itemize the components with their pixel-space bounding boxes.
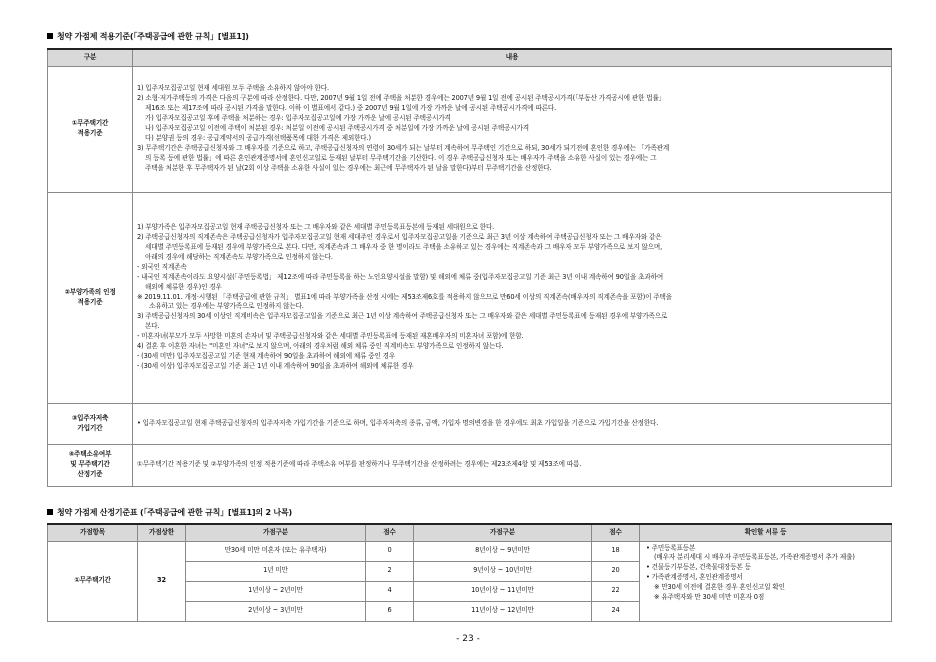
content-line: 나) 입주자모집공고일 이전에 주택이 처분된 경우: 처분일 이전에 공시된 주택공시가격 중 처분일에 가장 가까운 날에 공시된 주택공시가격	[145, 124, 529, 133]
content-line: 3) 주택공급신청자의 30세 이상인 직계비속은 입주자모집공고일을 기준으로 최근 1년 이상 계속하여 주택공급신청자 또는 그 배우자와 같은 세대별 주민등록표에 등재된 경우에 부양가족으로	[137, 312, 668, 321]
item-max: 32	[138, 541, 186, 621]
category-right: 8년이상 ~ 9년미만	[414, 541, 592, 561]
square-bullet-icon	[47, 33, 53, 39]
criteria-row-ownership	[48, 444, 892, 486]
content-line: 2) 주택공급신청자의 직계존속은 주택공급신청자가 입주자모집공고일 현재 세대주인 경우로서 입주자모집공고일을 기준으로 최근 3년 이상 계속하여 주택공급신청자 또는 그 배우자와 같은	[137, 233, 662, 242]
table-header-row	[48, 49, 892, 66]
content-line: ※ 2019.11.01. 개정·시행된 「주택공급에 관한 규칙」 별표1에 따라 부양가족을 산정 시에는 제53조제6호를 적용하지 않으므로 만60세 이상의 직계존속(배우자의 직계존속을 포함)이 주택을	[137, 292, 672, 301]
category-left: 1년이상 ~ 2년미만	[186, 581, 366, 601]
header-category: 구분	[48, 49, 133, 66]
content-line: 세대별 주민등록표에 등재된 경우에 부양가족으로 본다. 다만, 직계존속과 그 배우자 중 한 명이라도 주택을 소유하고 있는 경우에는 직계존속과 그 배우자 모두 부양가족으로 보지 않으며,	[145, 243, 663, 252]
row-content	[133, 403, 892, 444]
row-label: ②부양가족의 인정 적용기준	[48, 192, 133, 403]
row-content	[133, 192, 892, 403]
header-item: 가점항목	[48, 524, 138, 541]
document-item: (배우자 분리세대 시 배우자 주민등록표등본, 가족관계증명서 추가 제출)	[654, 553, 855, 562]
score-left: 2	[366, 561, 414, 581]
document-item: ※ 유주택자와 만 30세 미만 미혼자 0점	[654, 592, 765, 601]
criteria-row-homeless-period	[48, 66, 892, 192]
content-line: - (30세 미만) 입주자모집공고일 기준 현재 계속하여 90일을 초과하여 해외에 체류 중인 경우	[137, 351, 396, 360]
header-max: 가점상한	[138, 524, 186, 541]
header-documents: 확인할 서류 등	[640, 524, 892, 541]
row-label: ①무주택기간 적용기준	[48, 66, 133, 192]
score-left: 4	[366, 581, 414, 601]
scoring-table	[47, 523, 892, 622]
documents-list	[640, 541, 892, 621]
category-right: 9년이상 ~ 10년미만	[414, 561, 592, 581]
score-right: 24	[592, 601, 640, 621]
content-line: 1) 부양가족은 입주자모집공고일 현재 주택공급신청자 또는 그 배우자와 같은 세대별 주민등록표등본에 등재된 세대원으로 한다.	[137, 223, 495, 232]
document-item: • 주민등록표등본	[646, 543, 696, 552]
score-left: 0	[366, 541, 414, 561]
content-line: 해외에 체류한 경우)인 경우	[145, 282, 222, 291]
content-line: 주택을 처분한 후 무주택자가 된 날(2회 이상 주택을 소유한 사실이 있는 경우에는 최근에 무주택자가 된 날을 말한다)부터 무주택기간을 산정한다.	[145, 163, 552, 172]
score-left: 6	[366, 601, 414, 621]
criteria-row-savings-period	[48, 403, 892, 444]
page-number: - 23 -	[456, 634, 480, 644]
content-line: 2) 소형·저가주택등의 가격은 다음의 구분에 따라 산정한다. 다만, 2007년 9월 1일 전에 주택을 처분한 경우에는 2007년 9월 1일 전에 공시된 주택공시가격(「부동산 가격공시에 관한 법률」	[137, 94, 666, 103]
category-right: 11년이상 ~ 12년미만	[414, 601, 592, 621]
square-bullet-icon	[47, 509, 53, 515]
content-line: - 미혼자녀(부모가 모두 사망한 미혼의 손자녀 및 주택공급신청자와 같은 세대별 주민등록표에 등재된 재혼배우자의 미혼자녀 포함)에 한함.	[137, 332, 524, 341]
row-content	[133, 444, 892, 486]
content-line: - 내국인 직계존속이라도 요양시설(「주민등록법」 제12조에 따라 주민등록을 하는 노인요양시설을 말함) 및 해외에 체류 중(입주자모집공고일 기준 최근 3년 이내 계속하여 90일을 초과하여	[137, 272, 664, 281]
row-label: ④주택소유여부 및 무주택기간 산정기준	[48, 444, 133, 486]
row-label: ③입주자저축 가입기간	[48, 403, 133, 444]
score-right: 20	[592, 561, 640, 581]
content-line: 가) 입주자모집공고일 후에 주택을 처분하는 경우: 입주자모집공고일에 가장 가까운 날에 공시된 주택공시가격	[145, 114, 451, 123]
content-line: 1) 입주자모집공고일 현재 세대원 모두 주택을 소유하지 않아야 한다.	[137, 84, 329, 93]
content-line: 4) 결혼 후 이혼한 자녀는 "미혼인 자녀"로 보지 않으며, 아래의 경우처럼 해외 체류 중인 직계비속도 부양가족으로 인정하지 않는다.	[137, 342, 504, 350]
category-left: 1년 미만	[186, 561, 366, 581]
section-title-scoring-table: 청약 가점제 산정기준표 (「주택공급에 관한 규칙」[별표1]의 2 나목)	[47, 507, 292, 518]
row-content	[133, 66, 892, 192]
content-line: 소유하고 있는 경우에는 부양가족으로 인정하지 않는다.	[149, 302, 304, 311]
criteria-row-dependents	[48, 192, 892, 403]
category-left: 2년이상 ~ 3년미만	[186, 601, 366, 621]
item-label: ①무주택기간	[48, 541, 138, 621]
header-content: 내용	[133, 49, 892, 66]
table-row	[48, 541, 892, 561]
document-item: • 건물등기부등본, 건축물대장등본 등	[646, 563, 751, 572]
header-score-right: 점수	[592, 524, 640, 541]
content-line: 의 등록 등에 관한 법률」에 따른 혼인관계증명서에 혼인신고일로 등재된 날부터 무주택기간을 기산한다. 이 경우 주택공급신청자 또는 배우자가 주택을 소유한 사실이 있는 경우에는 그	[145, 153, 657, 162]
content-line: 아래의 경우에 해당하는 직계존속도 부양가족으로 인정하지 않는다.	[145, 252, 333, 261]
content-line: - (30세 이상) 입주자모집공고일 기준 최근 1년 이내 계속하여 90일을 초과하여 해외에 체류한 경우	[137, 361, 414, 370]
table-header-row	[48, 524, 892, 541]
content-line: 제16조 또는 제17조에 따라 공시된 가격을 말한다. 이하 이 별표에서 같다.) 중 2007년 9월 1일에 가장 가까운 날에 공시된 주택공시가격에 따른다.	[145, 104, 557, 113]
category-right: 10년이상 ~ 11년미만	[414, 581, 592, 601]
content-line: - 외국인 직계존속	[137, 262, 187, 271]
header-category-right: 가점구분	[414, 524, 592, 541]
header-category-left: 가점구분	[186, 524, 366, 541]
application-criteria-table	[47, 48, 892, 487]
content-line: ①무주택기간 적용기준 및 ②부양가족의 인정 적용기준에 따라 주택소유 여부를 판정하거나 무주택기간을 산정하려는 경우에는 제23조제4항 및 제53조에 따름.	[137, 460, 582, 469]
content-line: 본다.	[145, 322, 160, 331]
content-line: 다) 분양권 등의 경우: 공급계약서의 공급가격(선택품목에 대한 가격은 제외한다.)	[145, 133, 371, 142]
score-right: 22	[592, 581, 640, 601]
category-left: 만30세 미만 미혼자 (또는 유주택자)	[186, 541, 366, 561]
header-score-left: 점수	[366, 524, 414, 541]
document-item: • 가족관계증명서, 혼인관계증명서	[646, 573, 743, 582]
score-right: 18	[592, 541, 640, 561]
content-line: • 입주자모집공고일 현재 주택공급신청자의 입주자저축 가입기간을 기준으로 하며, 입주자저축의 종류, 금액, 가입자 명의변경을 한 경우에도 최초 가입일을 기준으로 가입기간을 산정한다.	[137, 418, 659, 427]
content-line: 3) 무주택기간은 주택공급신청자와 그 배우자를 기준으로 하고, 주택공급신청자의 연령이 30세가 되는 날부터 계속하여 무주택인 기간으로 하되, 30세가 되기전에 혼인한 경우에는 「가족관계	[137, 143, 670, 152]
document-item: ※ 만30세 이전에 결혼한 경우 혼인신고일 확인	[654, 583, 785, 592]
section-title-application-criteria: 청약 가점제 적용기준(「주택공급에 관한 규칙」[별표1])	[47, 31, 249, 42]
